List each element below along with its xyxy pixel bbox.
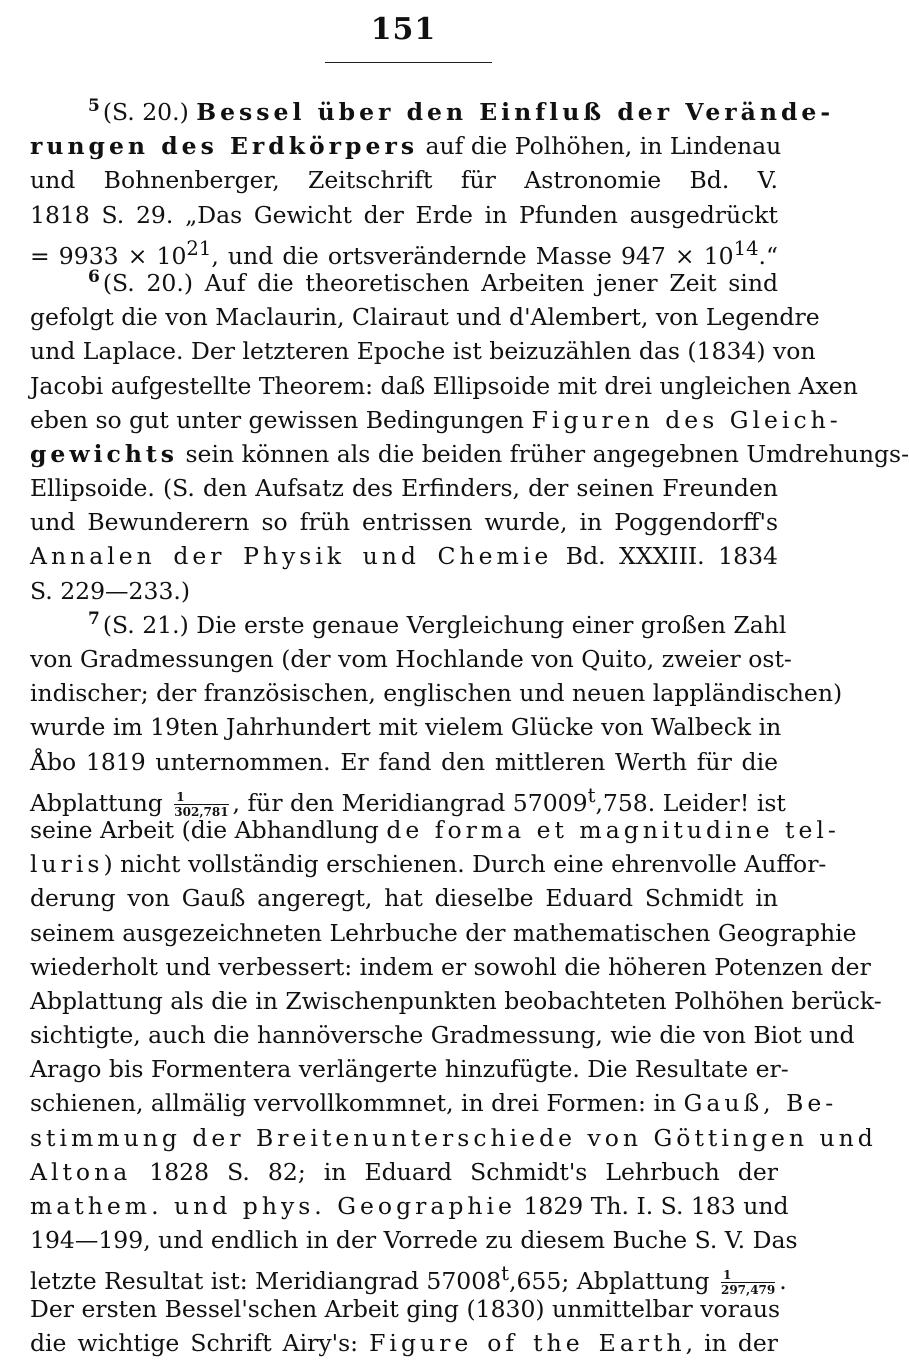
text-line: Ellipsoide. (S. den Aufsatz des Erfinders, der seinen Freunden (30, 474, 778, 503)
text-line: schienen, allmälig vervollkommnet, in drei Formen: in Gauß, Be- (30, 1089, 838, 1118)
text-line: derung von Gauß angeregt, hat dieselbe Eduard Schmidt in (30, 884, 778, 913)
text-line: die wichtige Schrift Airy's: Figure of the Earth, in der (30, 1328, 779, 1357)
text-line: Der ersten Bessel'schen Arbeit ging (1830) unmittelbar voraus (30, 1294, 781, 1323)
text-line: S. 229—233.) (30, 576, 191, 605)
text-line: 1818 S. 29. „Das Gewicht der Erde in Pfunden ausgedrückt (30, 200, 778, 229)
text-line: 194—199, und endlich in der Vorrede zu diesem Buche S. V. Das (30, 1226, 798, 1255)
text-line: gefolgt die von Maclaurin, Clairaut und d'Alembert, von Legendre (30, 303, 820, 332)
text-line: wurde im 19ten Jahrhundert mit vielem Glücke von Walbeck in (30, 713, 782, 742)
text-line: Annalen der Physik und Chemie Bd. XXXIII. 1834 (30, 542, 778, 571)
text-line: mathem. und phys. Geographie 1829 Th. I. S. 183 und (30, 1192, 789, 1220)
text-line: rungen des Erdkörpers auf die Polhöhen, in Lindenau (30, 132, 782, 161)
text-line: und Bohnenberger, Zeitschrift für Astronomie Bd. V. (30, 166, 778, 195)
footnotes-text (30, 95, 909, 1360)
text-line: gewichts sein können als die beiden früher angegebnen Umdrehungs- (30, 439, 909, 468)
text-line: sichtigte, auch die hannöversche Gradmessung, wie die von Biot und (30, 1021, 855, 1050)
text-line: von Gradmessungen (der vom Hochlande von Quito, zweier ost- (30, 645, 792, 673)
text-line: Åbo 1819 unternommen. Er fand den mittleren Werth für die (30, 747, 778, 776)
text-line: Abplattung $\frac{1}{302,781}$ , für den Meridiangrad 57009$^t$,758. Leider! ist (30, 783, 786, 819)
text-line: luris) nicht vollständig erschienen. Durch eine ehrenvolle Auffor- (30, 850, 827, 879)
text-line: Jacobi aufgestellte Theorem: daß Ellipsoide mit drei ungleichen Axen (30, 371, 858, 400)
text-line: $^7$ (S. 21.) Die erste genaue Vergleichung einer großen Zahl (88, 608, 787, 639)
text-line: und Laplace. Der letzteren Epoche ist beizuzählen das (1834) von (30, 337, 816, 366)
text-line: Abplattung als die in Zwischenpunkten beobachteten Polhöhen berück- (30, 986, 882, 1015)
text-line: $^6$ (S. 20.) Auf die theoretischen Arbeiten jener Zeit sind (88, 267, 778, 297)
text-line: eben so gut unter gewissen Bedingungen Figuren des Gleich- (30, 405, 842, 434)
page-number: 151 (370, 12, 437, 47)
text-line: Arago bis Formentera verlängerte hinzufügte. Die Resultate er- (30, 1055, 789, 1084)
text-line: seine Arbeit (die Abhandlung de forma et magnitudine tel- (30, 815, 840, 844)
text-line: wiederholt und verbessert: indem er sowohl die höheren Potenzen der (30, 952, 871, 981)
text-line: Altona 1828 S. 82; in Eduard Schmidt's Lehrbuch der (30, 1157, 778, 1186)
text-line: = $9933 \times 10^{21}$, und die ortsverändernde Masse $947 \times 10^{14}.“$ (30, 236, 779, 270)
text-line: letzte Resultat ist: Meridiangrad 57008$^t$,655; Abplattung $\frac{1}{297,479}$ . (30, 1262, 787, 1298)
text-line: seinem ausgezeichneten Lehrbuche der mathematischen Geographie (30, 918, 857, 947)
text-line: $^5$ (S. 20.) Bessel über den Einfluß der Verände- (88, 96, 835, 126)
text-line: indischer; der französischen, englischen und neuen lappländischen) (30, 679, 843, 708)
header-rule (325, 62, 492, 63)
text-line: und Bewunderern so früh entrissen wurde, in Poggendorff's (30, 508, 778, 537)
text-line: stimmung der Breitenunterschiede von Göttingen und (30, 1123, 877, 1152)
